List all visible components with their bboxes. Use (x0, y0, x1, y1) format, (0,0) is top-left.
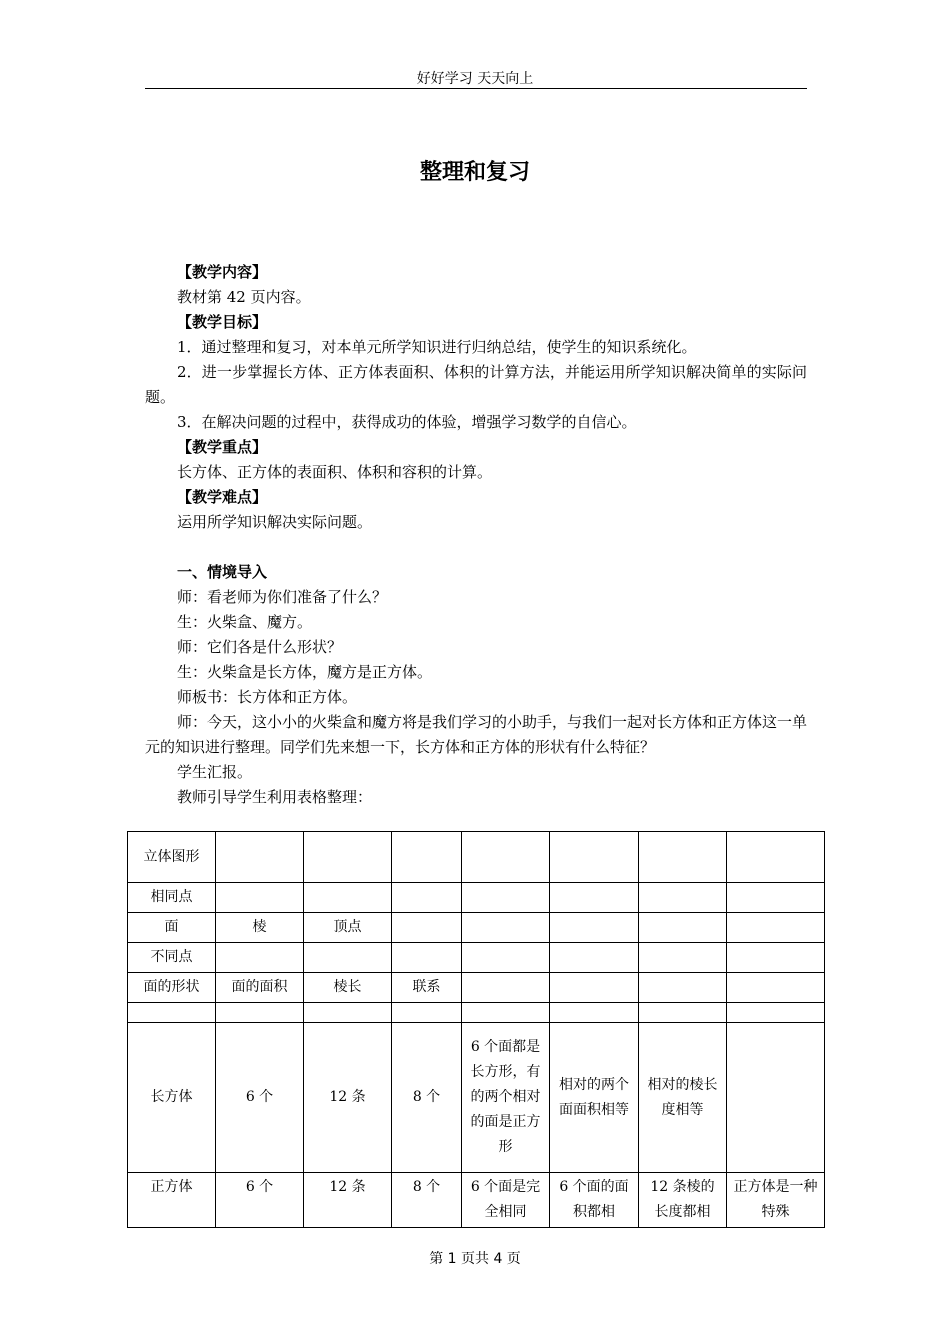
table-cell: 正方体 (128, 1173, 216, 1228)
paragraph: 生：火柴盒是长方体，魔方是正方体。 (177, 663, 433, 681)
paragraph: 2．进一步掌握长方体、正方体表面积、体积的计算方法，并能运用所学知识解决简单的实际问题。 (145, 363, 807, 406)
page-footer: 第 1 页共 4 页 (429, 1251, 521, 1267)
table-cell: 相同点 (128, 883, 216, 913)
table-cell: 面的面积 (216, 973, 304, 1003)
table-cell: 6 个面的面积都相 (550, 1173, 639, 1228)
table-cell: 联系 (392, 973, 462, 1003)
table-cell: 6 个 (216, 1023, 304, 1173)
table-cell: 顶点 (304, 913, 392, 943)
table-cell: 不同点 (128, 943, 216, 973)
heading-intro: 一、情境导入 (177, 563, 268, 581)
table-cell: 面的形状 (128, 973, 216, 1003)
table-cell: 面 (128, 913, 216, 943)
table-cell: 相对的两个面面积相等 (550, 1023, 639, 1173)
paragraph: 教师引导学生利用表格整理： (177, 788, 373, 806)
table-cell: 12 条 (304, 1173, 392, 1228)
header-rule (145, 88, 807, 89)
table-cell: 8 个 (392, 1023, 462, 1173)
heading-content: 【教学内容】 (177, 263, 268, 281)
heading-difficulties: 【教学难点】 (177, 488, 268, 506)
table-cell: 6 个面是完全相同 (462, 1173, 550, 1228)
table-cell: 12 条棱的长度都相 (639, 1173, 727, 1228)
paragraph: 3．在解决问题的过程中，获得成功的体验，增强学习数学的自信心。 (177, 413, 637, 431)
page-title: 整理和复习 (419, 160, 530, 185)
table-cell: 12 条 (304, 1023, 392, 1173)
paragraph: 师：看老师为你们准备了什么？ (177, 588, 388, 606)
table-cell: 8 个 (392, 1173, 462, 1228)
heading-goals: 【教学目标】 (177, 313, 268, 331)
table-cell: 6 个面都是长方形，有的两个相对的面是正方形 (462, 1023, 550, 1173)
paragraph: 师：它们各是什么形状？ (177, 638, 343, 656)
paragraph: 教材第 42 页内容。 (177, 288, 311, 306)
page-header: 好好学习 天天向上 (416, 71, 534, 87)
heading-key-points: 【教学重点】 (177, 438, 268, 456)
paragraph: 师板书：长方体和正方体。 (177, 688, 358, 706)
paragraph: 1．通过整理和复习，对本单元所学知识进行归纳总结，使学生的知识系统化。 (177, 338, 697, 356)
table-cell: 正方体是一种特殊 (727, 1173, 825, 1228)
comparison-table (127, 831, 825, 1228)
paragraph: 生：火柴盒、魔方。 (177, 613, 313, 631)
table-cell: 长方体 (128, 1023, 216, 1173)
table-cell: 6 个 (216, 1173, 304, 1228)
paragraph: 学生汇报。 (177, 763, 253, 781)
table-cell: 棱 (216, 913, 304, 943)
table-cell: 棱长 (304, 973, 392, 1003)
table-cell: 相对的棱长度相等 (639, 1023, 727, 1173)
paragraph: 运用所学知识解决实际问题。 (177, 513, 373, 531)
table-cell: 立体图形 (128, 832, 216, 883)
paragraph: 长方体、正方体的表面积、体积和容积的计算。 (177, 463, 493, 481)
body-text (145, 260, 807, 810)
paragraph: 师：今天，这小小的火柴盒和魔方将是我们学习的小助手，与我们一起对长方体和正方体这一单元的知识进行整理。同学们先来想一下，长方体和正方体的形状有什么特征？ (145, 713, 808, 756)
